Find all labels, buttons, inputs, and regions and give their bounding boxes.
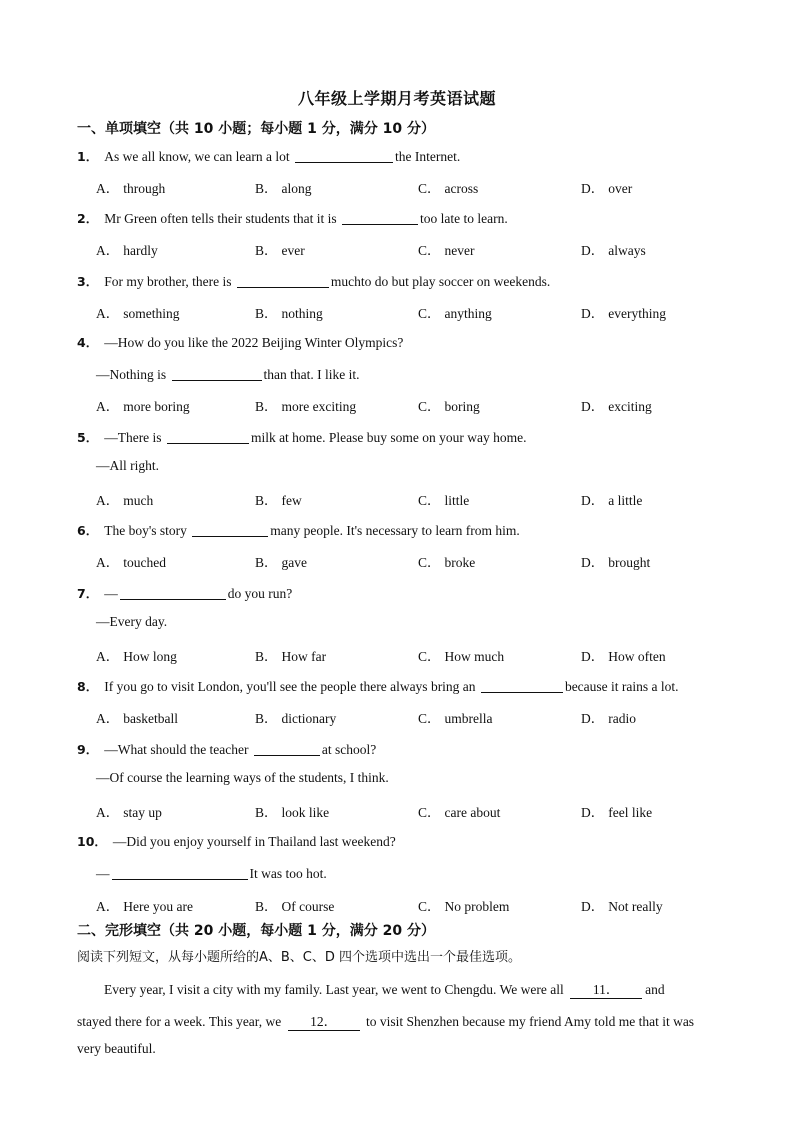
question-number: 9． [77,742,99,757]
question-4 [77,333,403,351]
question-stem: many people. It's necessary to learn from him. [270,523,520,538]
section2-heading: 二、完形填空（共 20 小题，每小题 1 分，满分 20 分） [77,923,435,939]
option-a[interactable]: A． much [96,493,154,508]
question-number: 1． [77,149,99,164]
option-d[interactable]: D． always [581,243,646,258]
question-10-reply: — It was too hot. [96,866,327,881]
answer-blank[interactable] [237,273,329,288]
question-stem: —Did you enjoy yourself in Thailand last weekend? [112,834,396,849]
option-d[interactable]: D． exciting [581,399,652,414]
answer-blank[interactable] [172,366,262,381]
passage-line-2: stayed there for a week. This year, we 12． to visit Shenzhen because my friend Amy told me that it was [77,1010,694,1031]
options-row-4 [96,395,776,413]
answer-blank[interactable] [254,741,320,756]
question-5 [77,427,527,446]
option-a[interactable]: A． Here you are [96,899,193,914]
question-10 [77,832,396,850]
question-number: 7． [77,586,99,601]
question-number: 4． [77,335,99,350]
option-b[interactable]: B． gave [255,555,307,570]
option-a[interactable]: A． hardly [96,243,158,258]
option-c[interactable]: C． boring [418,399,480,414]
options-row-3 [96,302,776,320]
answer-blank[interactable] [295,148,393,163]
option-d[interactable]: D． How often [581,649,666,664]
question-8 [77,676,679,695]
option-d[interactable]: D． over [581,181,633,196]
option-b[interactable]: B． Of course [255,899,335,914]
question-stem: —There is [104,430,165,445]
option-c[interactable]: C． across [418,181,479,196]
option-d[interactable]: D． Not really [581,899,663,914]
option-b[interactable]: B． How far [255,649,327,664]
question-6 [77,520,520,539]
option-d[interactable]: D． feel like [581,805,653,820]
question-number: 8． [77,679,99,694]
question-stem: —What should the teacher [104,742,252,757]
question-number: 5． [77,430,99,445]
option-c[interactable]: C． No problem [418,899,510,914]
answer-blank[interactable] [481,678,563,693]
option-c[interactable]: C． How much [418,649,505,664]
option-b[interactable]: B． look like [255,805,330,820]
question-stem: the Internet. [395,149,461,164]
option-d[interactable]: D． radio [581,711,636,726]
option-a[interactable]: A． basketball [96,711,178,726]
passage-line-3: very beautiful. [77,1041,156,1056]
answer-blank[interactable] [112,865,248,880]
option-b[interactable]: B． along [255,181,312,196]
option-a[interactable]: A． How long [96,649,177,664]
question-7 [77,583,292,602]
question-1 [77,146,460,165]
option-c[interactable]: C． never [418,243,475,258]
question-number: 3． [77,274,99,289]
passage-line-1: Every year, I visit a city with my family. Last year, we went to Chengdu. We were all 11． and [104,978,665,999]
question-stem: —How do you like the 2022 Beijing Winter Olympics? [104,335,404,350]
option-c[interactable]: C． umbrella [418,711,493,726]
question-stem: As we all know, we can learn a lot [104,149,294,164]
options-row-6 [96,551,776,569]
section2-instruction: 阅读下列短文，从每小题所给的A、B、C、D 四个选项中选出一个最佳选项。 [77,950,522,965]
option-a[interactable]: A． something [96,306,180,321]
cloze-blank-11[interactable]: 11． [570,978,642,999]
options-row-2 [96,239,776,257]
question-stem: — [104,586,118,601]
options-row-5 [96,489,776,507]
option-c[interactable]: C． little [418,493,470,508]
question-stem: at school? [321,742,377,757]
options-row-1 [96,177,776,195]
option-c[interactable]: C． care about [418,805,501,820]
question-9-reply: —Of course the learning ways of the students, I think. [96,770,389,785]
cloze-blank-12[interactable]: 12． [288,1010,360,1031]
question-stem: If you go to visit London, you'll see the people there always bring an [104,679,479,694]
question-stem: muchto do but play soccer on weekends. [330,274,551,289]
question-9 [77,739,376,758]
section1-heading: 一、单项填空（共 10 小题；每小题 1 分，满分 10 分） [77,121,435,137]
option-b[interactable]: B． few [255,493,302,508]
answer-blank[interactable] [342,210,418,225]
option-b[interactable]: B． more exciting [255,399,357,414]
option-b[interactable]: B． ever [255,243,305,258]
option-a[interactable]: A． more boring [96,399,190,414]
option-a[interactable]: A． through [96,181,166,196]
question-stem: do you run? [227,586,293,601]
option-c[interactable]: C． broke [418,555,476,570]
question-5-reply: —All right. [96,458,159,473]
question-2 [77,208,508,227]
question-number: 2． [77,211,99,226]
option-d[interactable]: D． a little [581,493,643,508]
question-stem: The boy's story [104,523,191,538]
option-b[interactable]: B． dictionary [255,711,337,726]
question-stem: milk at home. Please buy some on your way home. [250,430,527,445]
option-a[interactable]: A． touched [96,555,166,570]
options-row-7 [96,645,776,663]
question-number: 6． [77,523,99,538]
options-row-8 [96,707,776,725]
question-stem: For my brother, there is [104,274,235,289]
options-row-9 [96,801,776,819]
question-3 [77,271,550,290]
question-7-reply: —Every day. [96,614,168,629]
question-stem: because it rains a lot. [564,679,679,694]
question-stem: Mr Green often tells their students that it is [104,211,341,226]
option-b[interactable]: B． nothing [255,306,323,321]
question-4-reply: —Nothing is than that. I like it. [96,367,360,382]
option-d[interactable]: D． everything [581,306,666,321]
answer-blank[interactable] [192,522,268,537]
option-d[interactable]: D． brought [581,555,651,570]
option-a[interactable]: A． stay up [96,805,162,820]
page-title: 八年级上学期月考英语试题 [297,89,496,108]
question-stem: too late to learn. [420,211,508,226]
options-row-10 [96,895,776,913]
answer-blank[interactable] [120,585,226,600]
answer-blank[interactable] [167,429,249,444]
option-c[interactable]: C． anything [418,306,492,321]
question-number: 10． [77,834,107,849]
